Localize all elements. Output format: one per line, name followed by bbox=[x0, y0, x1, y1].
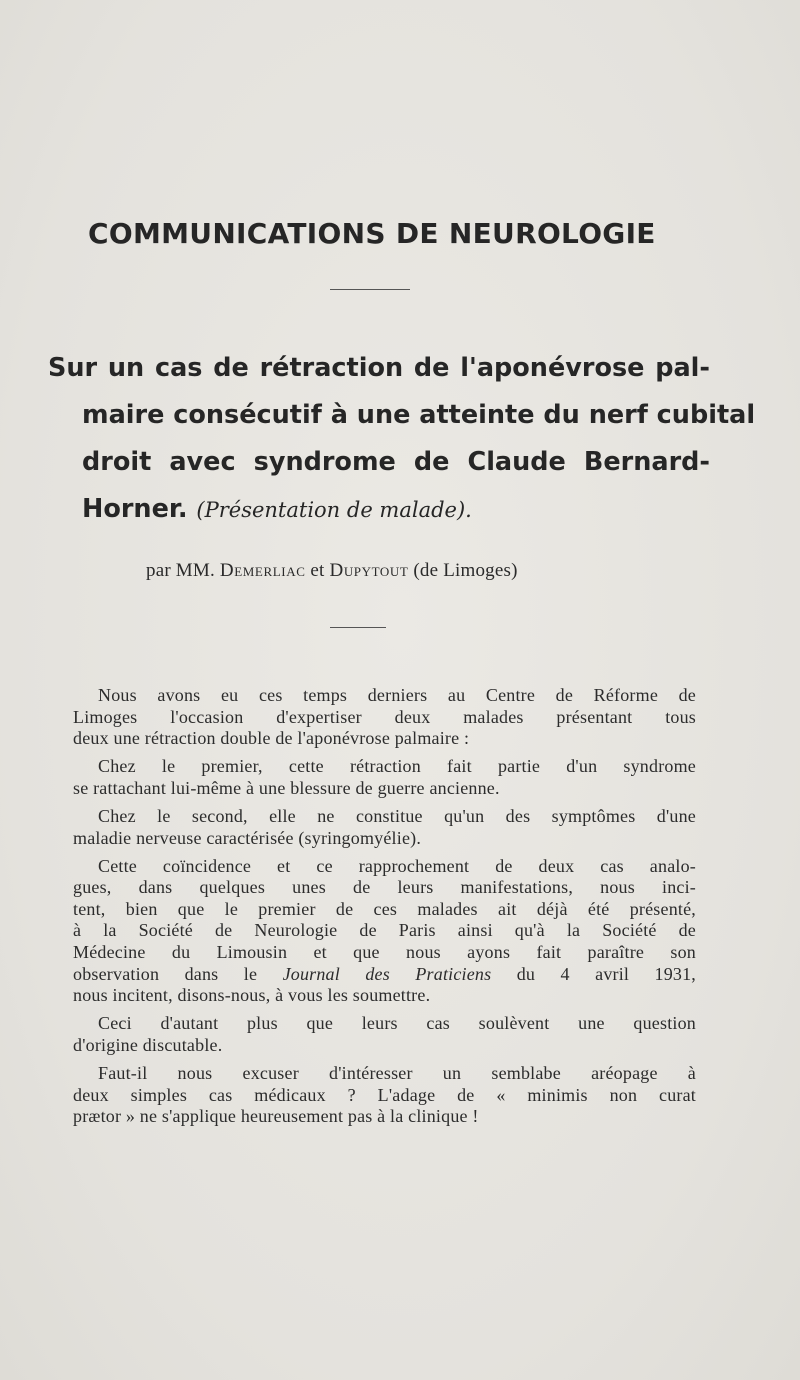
text-line: Nous avons eu ces temps derniers au Centre de Réforme de bbox=[98, 685, 696, 705]
author-name: Dupytout bbox=[329, 560, 409, 581]
article-title bbox=[48, 345, 756, 534]
paragraph bbox=[48, 685, 696, 750]
byline bbox=[146, 560, 518, 582]
text-line: Faut-il nous excuser d'intéresser un semblabe aréopage à bbox=[98, 1063, 696, 1083]
text-line: deux simples cas médicaux ? L'adage de « minimis non curat bbox=[73, 1084, 696, 1105]
text-line: prætor » ne s'applique heureusement pas à la clinique ! bbox=[73, 1106, 479, 1127]
article-body bbox=[48, 685, 696, 1134]
section-title: COMMUNICATIONS DE NEUROLOGIE bbox=[88, 217, 656, 250]
paragraph bbox=[48, 856, 696, 1007]
paragraph bbox=[48, 806, 696, 849]
text-line: maladie nerveuse caractérisée (syringomyélie). bbox=[73, 827, 422, 848]
text-line: à la Société de Neurologie de Paris ainsi qu'à la Société de bbox=[73, 920, 696, 941]
text-line: gues, dans quelques unes de leurs manifestations, nous inci- bbox=[73, 877, 696, 898]
text-line: d'origine discutable. bbox=[73, 1034, 223, 1055]
text-line-with-citation bbox=[48, 964, 696, 986]
text-line: se rattachant lui-même à une blessure de guerre ancienne. bbox=[73, 777, 500, 798]
paragraph bbox=[48, 756, 696, 799]
article-title-line: maire consécutif à une atteinte du nerf cubital bbox=[82, 400, 756, 430]
text-line: Médecine du Limousin et que nous ayons fait paraître son bbox=[73, 942, 696, 963]
article-title-line: Sur un cas de rétraction de l'aponévrose pal- bbox=[48, 353, 710, 383]
journal-citation: Journal des Praticiens bbox=[282, 963, 492, 984]
text-line: Limoges l'occasion d'expertiser deux malades présentant tous bbox=[73, 706, 696, 727]
text-line: tent, bien que le premier de ces malades ait déjà été présenté, bbox=[73, 898, 696, 919]
byline-separator-rule bbox=[330, 627, 386, 628]
article-title-last-line bbox=[48, 486, 710, 534]
text-line: nous incitent, disons-nous, à vous les soumettre. bbox=[73, 985, 431, 1006]
text-line: Chez le second, elle ne constitue qu'un des symptômes d'une bbox=[98, 805, 696, 826]
author-name: Demerliac bbox=[219, 560, 306, 581]
byline-prefix: par MM. bbox=[146, 560, 215, 581]
article-subtitle: (Présentation de malade). bbox=[196, 498, 472, 522]
article-title-line: Horner. bbox=[82, 494, 188, 524]
author-affiliation: (de Limoges) bbox=[413, 560, 518, 581]
paragraph bbox=[48, 1013, 696, 1056]
text-fragment: observation dans le bbox=[73, 963, 258, 984]
paragraph bbox=[48, 1063, 696, 1128]
text-fragment: du 4 avril 1931, bbox=[516, 963, 697, 984]
byline-connector: et bbox=[310, 560, 325, 581]
text-line: Chez le premier, cette rétraction fait partie d'un syndrome bbox=[98, 756, 696, 777]
article-title-line: droit avec syndrome de Claude Bernard- bbox=[82, 447, 710, 477]
text-line: Ceci d'autant plus que leurs cas soulèvent une question bbox=[98, 1013, 696, 1034]
text-line: Cette coïncidence et ce rapprochement de deux cas analo- bbox=[98, 855, 696, 876]
text-line: deux une rétraction double de l'aponévrose palmaire : bbox=[73, 728, 470, 749]
title-separator-rule bbox=[330, 289, 410, 290]
